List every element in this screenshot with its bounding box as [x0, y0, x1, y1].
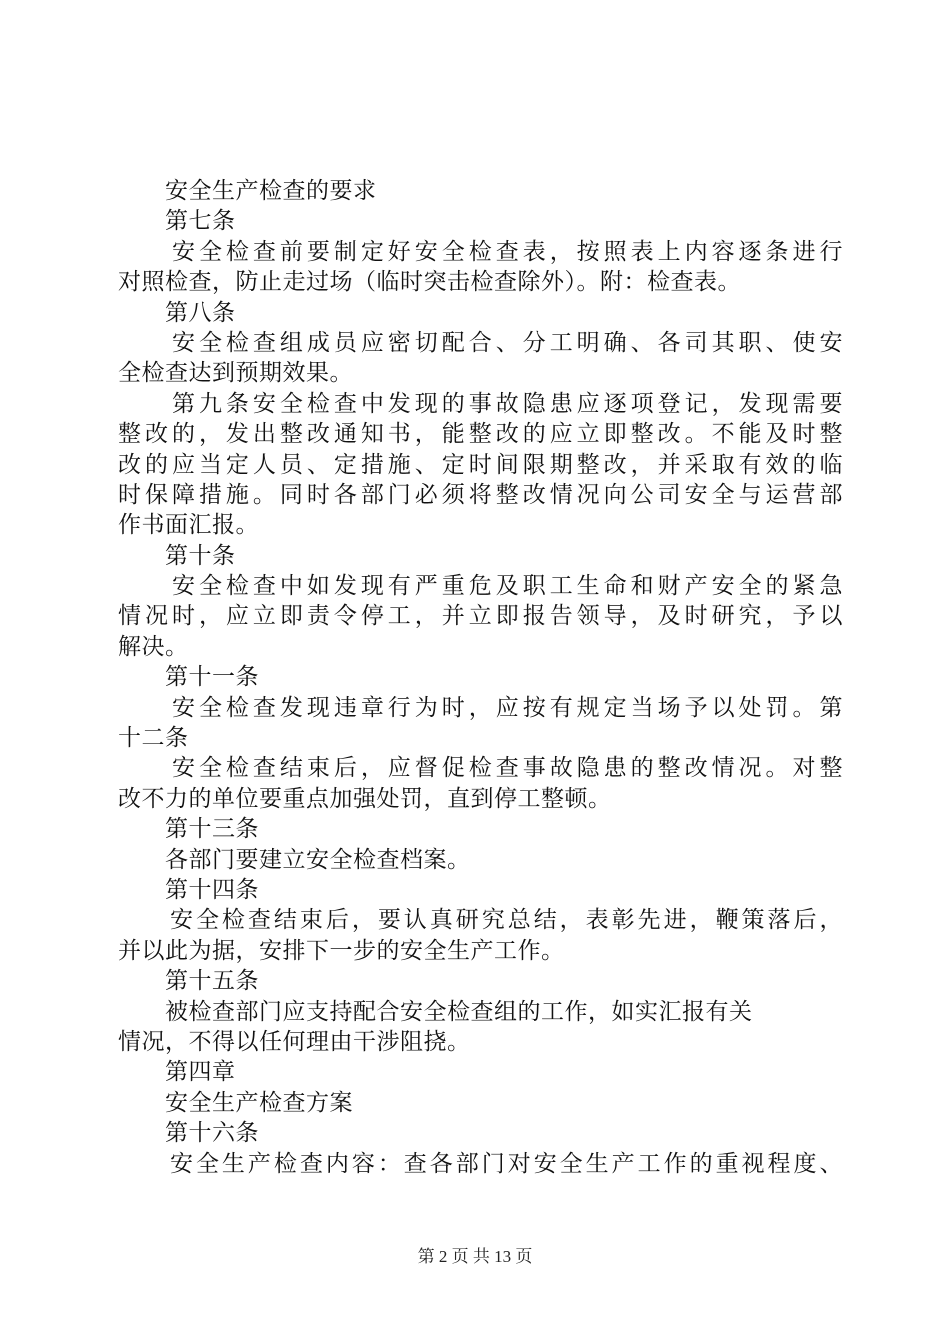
text-line: 安全检查结束后，应督促检查事故隐患的整改情况。对整 [118, 755, 843, 782]
text-line: 安全检查发现违章行为时，应按有规定当场予以处罚。第 [118, 694, 843, 721]
text-line: 整改的，发出整改通知书，能整改的应立即整改。不能及时整 [118, 421, 843, 448]
text-line: 安全生产检查的要求 [118, 178, 377, 204]
text-line: 安全生产检查内容：查各部门对安全生产工作的重视程度、 [118, 1150, 843, 1177]
document-body [118, 176, 843, 1179]
text-line: 第九条安全检查中发现的事故隐患应逐项登记，发现需要 [118, 390, 843, 417]
text-line: 情况，不得以任何理由干涉阻挠。 [118, 1028, 471, 1055]
text-line: 第四章 [118, 1059, 236, 1086]
text-line: 第八条 [118, 299, 236, 326]
text-line: 第十一条 [118, 664, 259, 691]
text-line: 作书面汇报。 [118, 512, 259, 539]
text-line: 并以此为据，安排下一步的安全生产工作。 [118, 937, 565, 964]
text-line: 第十五条 [118, 968, 259, 995]
text-line: 各部门要建立安全检查档案。 [118, 846, 471, 873]
text-line: 改的应当定人员、定措施、定时间限期整改，并采取有效的临 [118, 451, 843, 478]
text-line: 第十四条 [118, 876, 259, 903]
text-line: 全检查达到预期效果。 [118, 360, 353, 387]
text-line: 十二条 [118, 725, 189, 752]
text-line: 第十六条 [118, 1120, 259, 1147]
text-line: 安全检查中如发现有严重危及职工生命和财产安全的紧急 [118, 573, 843, 600]
text-line: 时保障措施。同时各部门必须将整改情况向公司安全与运营部 [118, 481, 843, 508]
text-line: 被检查部门应支持配合安全检查组的工作，如实汇报有关 [118, 998, 753, 1025]
text-line: 第七条 [118, 208, 236, 235]
text-line: 安全生产检查方案 [118, 1089, 353, 1116]
text-line: 安全检查组成员应密切配合、分工明确、各司其职、使安 [118, 329, 843, 356]
text-line: 解决。 [118, 633, 189, 660]
page-number-footer: 第 2 页 共 13 页 [417, 1247, 533, 1266]
text-line: 第十条 [118, 542, 236, 569]
text-line: 第十三条 [118, 816, 259, 843]
text-line: 情况时，应立即责令停工，并立即报告领导，及时研究，予以 [118, 603, 843, 630]
text-line: 安全检查前要制定好安全检查表，按照表上内容逐条进行 [118, 238, 843, 265]
text-line: 安全检查结束后，要认真研究总结，表彰先进，鞭策落后， [118, 907, 843, 934]
text-line: 改不力的单位要重点加强处罚，直到停工整顿。 [118, 785, 612, 812]
text-line: 对照检查，防止走过场（临时突击检查除外）。附：检查表。 [118, 269, 741, 296]
